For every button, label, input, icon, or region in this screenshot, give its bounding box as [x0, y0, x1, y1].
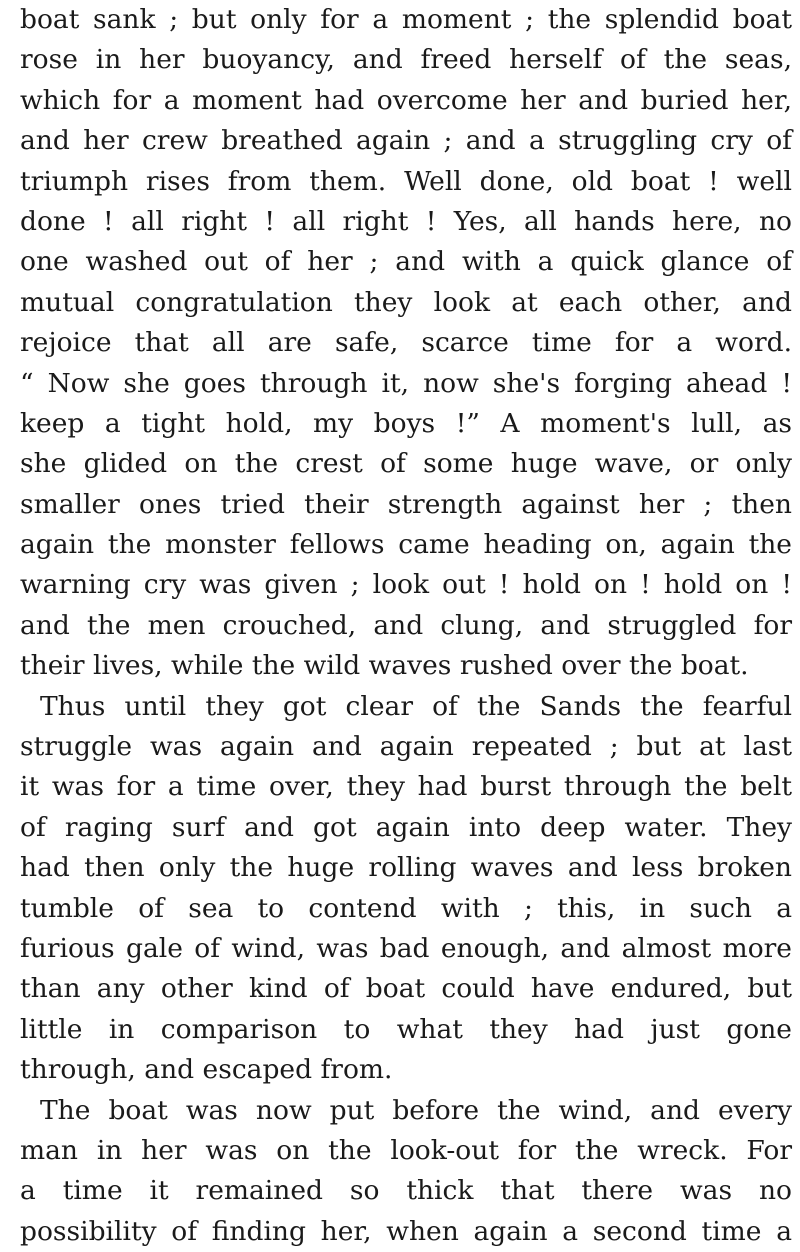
text-line: it was for a time over, they had burst through the belt: [20, 771, 792, 803]
text-line: furious gale of wind, was bad enough, and almost more: [20, 932, 792, 964]
text-line: and her crew breathed again ; and a struggling cry of: [20, 125, 792, 157]
text-line: rejoice that all are safe, scarce time for a word.: [20, 327, 792, 359]
text-line: of raging surf and got again into deep water. They: [20, 811, 792, 843]
text-line: done ! all right ! all right ! Yes, all hands here, no: [20, 205, 792, 237]
text-line: she glided on the crest of some huge wave, or only: [20, 448, 792, 480]
text-line: which for a moment had overcome her and buried her,: [20, 84, 792, 116]
text-line: Thus until they got clear of the Sands the fearful: [40, 690, 792, 722]
text-line: The boat was now put before the wind, and every: [40, 1094, 792, 1126]
book-page: [20, 0, 792, 1252]
text-line: warning cry was given ; look out ! hold on ! hold on !: [20, 569, 792, 601]
text-line: their lives, while the wild waves rushed over the boat.: [20, 650, 749, 682]
text-line: a time it remained so thick that there was no: [20, 1175, 792, 1207]
text-line: mutual congratulation they look at each other, and: [20, 286, 792, 318]
text-line: boat sank ; but only for a moment ; the splendid boat: [20, 4, 792, 35]
text-line: and the men crouched, and clung, and struggled for: [20, 609, 792, 641]
paragraph-1: [20, 0, 792, 687]
text-line: “ Now she goes through it, now she's forging ahead !: [20, 367, 792, 399]
text-line: struggle was again and again repeated ; but at last: [20, 731, 792, 763]
text-line: again the monster fellows came heading on, again the: [20, 529, 792, 561]
text-line: little in comparison to what they had just gone: [20, 1013, 792, 1045]
text-line: triumph rises from them. Well done, old boat ! well: [20, 165, 792, 197]
text-line: keep a tight hold, my boys !” A moment's lull, as: [20, 407, 792, 439]
text-line: smaller ones tried their strength against her ; then: [20, 488, 792, 520]
text-line: possibility of finding her, when again a second time a: [20, 1215, 792, 1247]
text-line: through, and escaped from.: [20, 1054, 393, 1086]
paragraph-3: [20, 1091, 792, 1252]
text-line: had then only the huge rolling waves and less broken: [20, 852, 792, 884]
text-line: rose in her buoyancy, and freed herself of the seas,: [20, 44, 792, 76]
text-line: man in her was on the look-out for the wreck. For: [20, 1134, 792, 1166]
paragraph-2: [20, 687, 792, 1091]
text-line: tumble of sea to contend with ; this, in such a: [20, 892, 792, 924]
text-line: than any other kind of boat could have endured, but: [20, 973, 792, 1005]
text-line: one washed out of her ; and with a quick glance of: [20, 246, 792, 278]
